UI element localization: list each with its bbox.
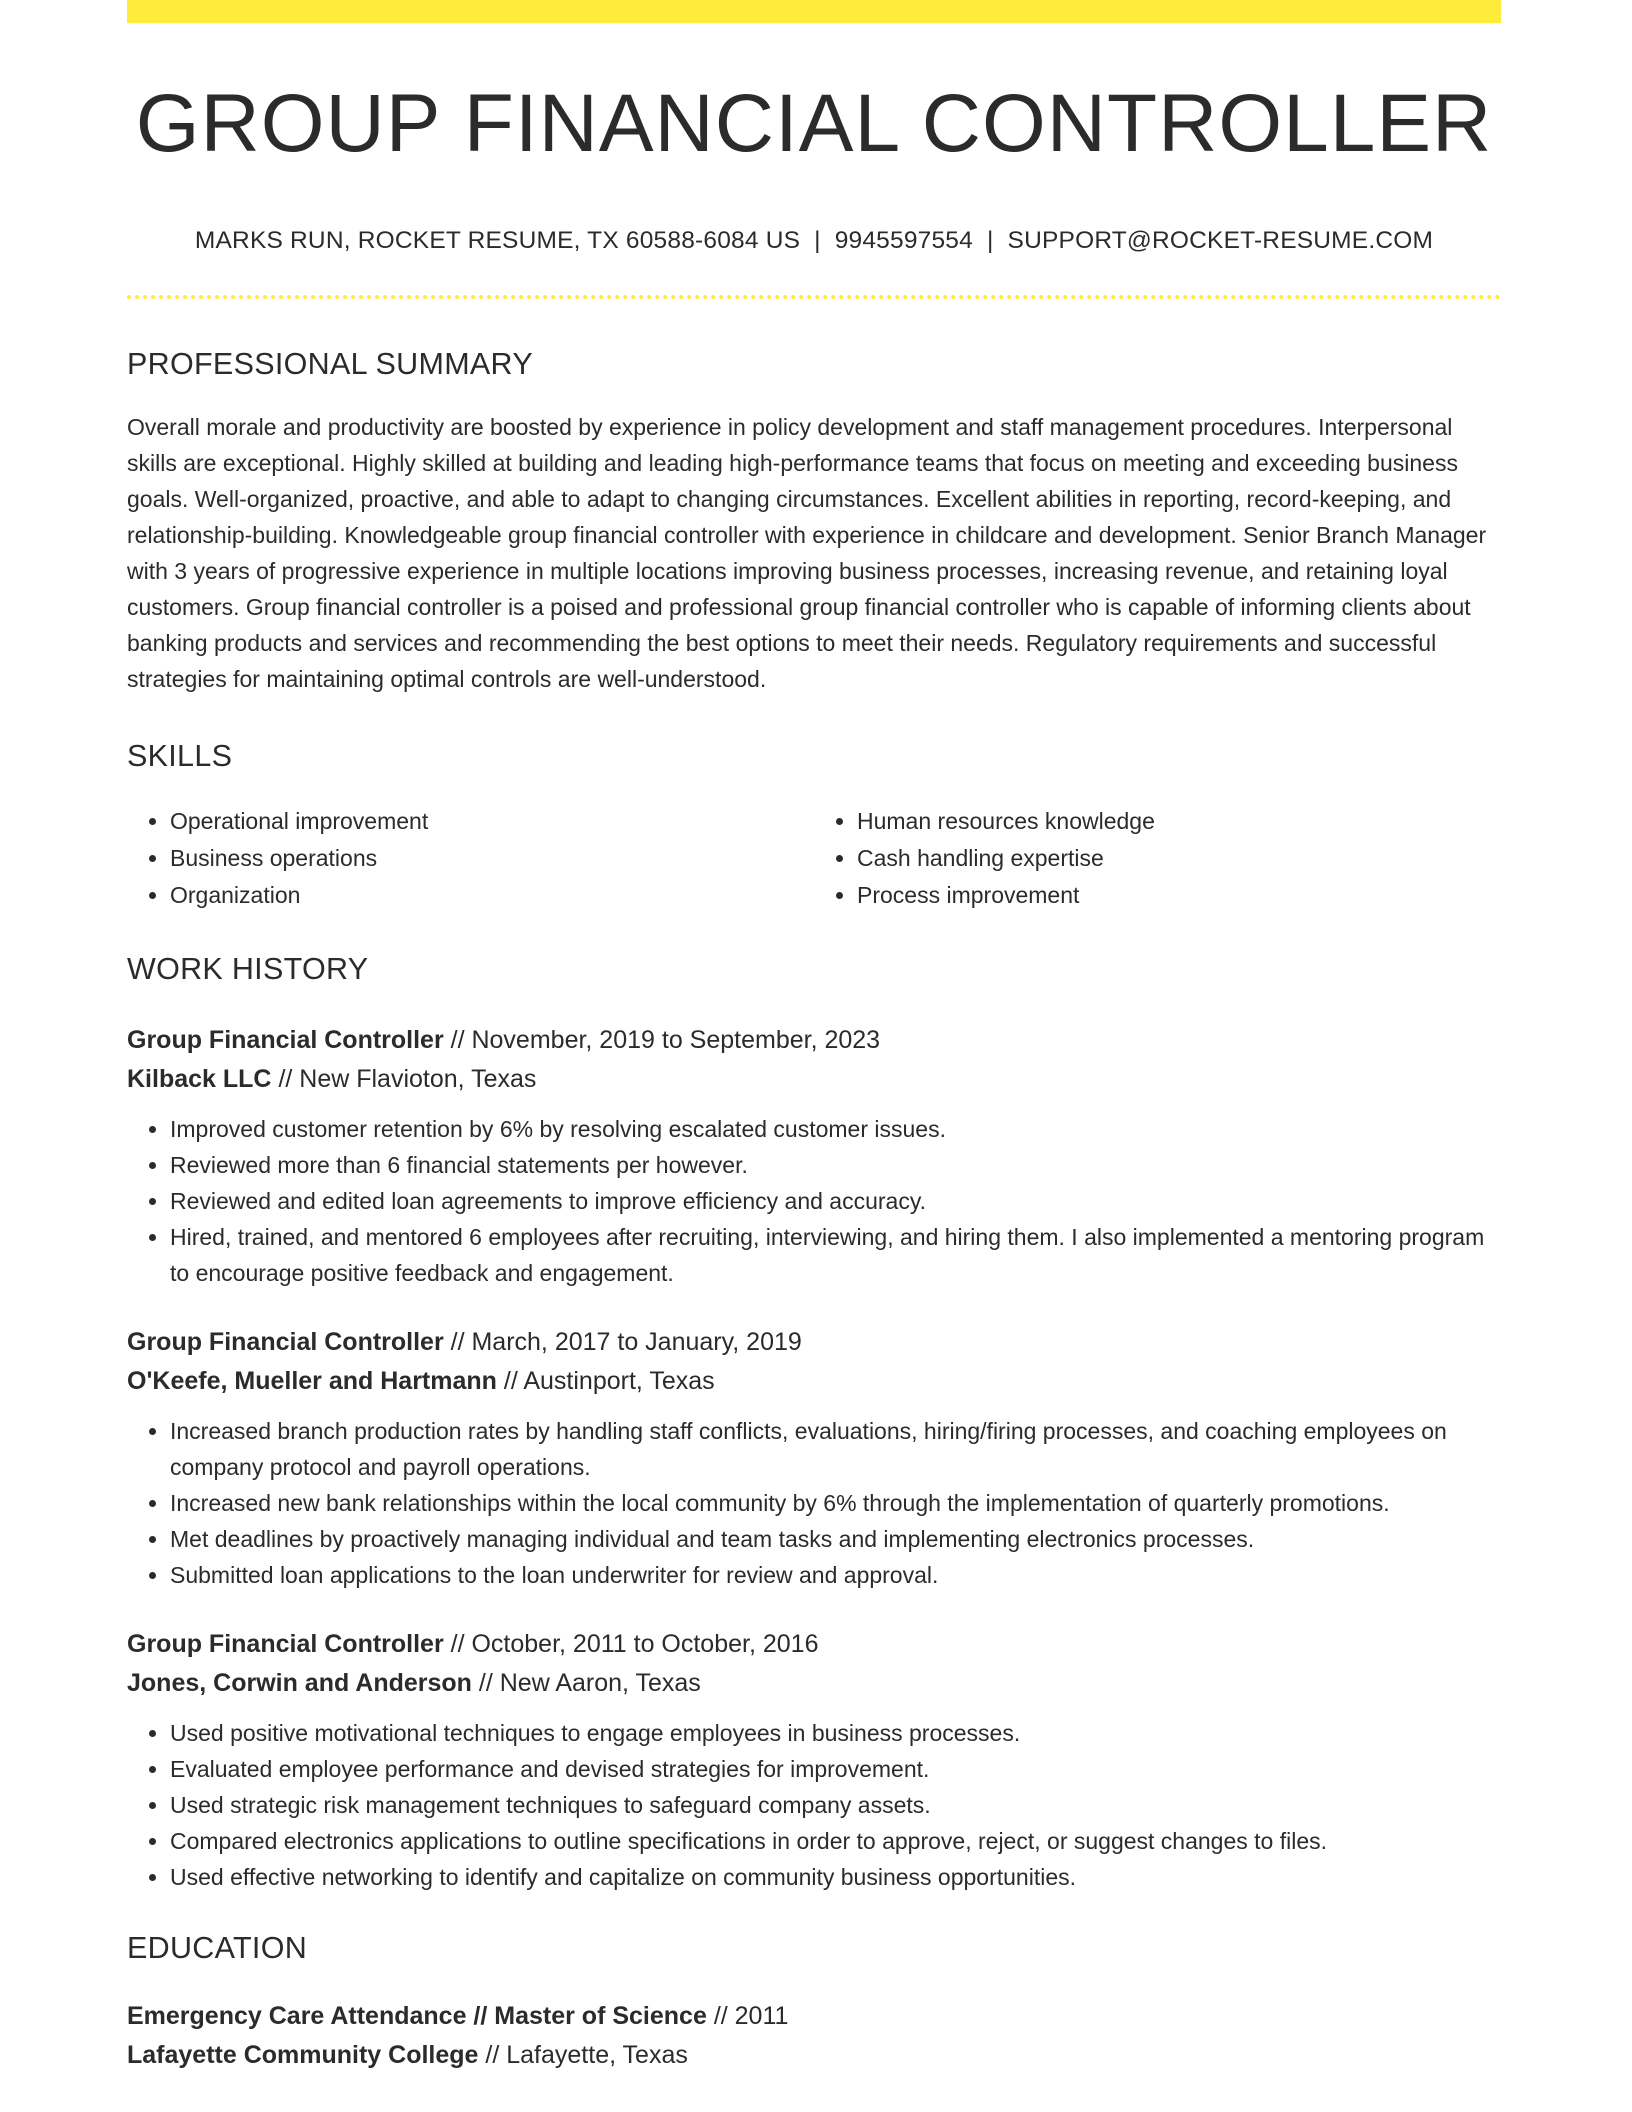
job-entry xyxy=(127,1021,1501,1291)
skill-item: • Cash handling expertise xyxy=(857,840,1501,877)
education-school-line xyxy=(127,2036,1501,2075)
job-bullet: • Submitted loan applications to the loan underwriter for review and approval. xyxy=(170,1557,1501,1593)
job-bullet: • Hired, trained, and mentored 6 employees after recruiting, interviewing, and hiring them. I also implemented a mentoring program to encourage positive feedback and engagement. xyxy=(170,1219,1501,1291)
job-location: // New Aaron, Texas xyxy=(478,1668,701,1697)
job-entry xyxy=(127,1323,1501,1593)
education-heading: EDUCATION xyxy=(127,1930,308,1965)
job-dates: // March, 2017 to January, 2019 xyxy=(450,1327,802,1356)
job-entry xyxy=(127,1625,1501,1895)
work-history-heading: WORK HISTORY xyxy=(127,952,369,986)
job-bullet: • Reviewed more than 6 financial statements per however. xyxy=(170,1147,1501,1183)
skills-heading: SKILLS xyxy=(127,738,233,773)
education-degree: Emergency Care Attendance // Master of Science xyxy=(127,2002,707,2030)
summary-text: Overall morale and productivity are boosted by experience in policy development and staff management procedures. Interpersonal skills are exceptional. Highly skilled at building and leading high-performance teams that focus on meeting and exceeding business goals. Well-organized, proactive, and able to adapt to changing circumstances. Excellent abilities in reporting, record-keeping, and relationship-building. Knowledgeable group financial controller with experience in childcare and development. Senior Branch Manager with 3 years of progressive experience in multiple locations improving business processes, increasing revenue, and retaining loyal customers. Group financial controller is a poised and professional group financial controller who is capable of informing clients about banking products and services and recommending the best options to meet their needs. Regulatory requirements and successful strategies for maintaining optimal controls are well-understood. xyxy=(127,413,1487,692)
job-bullets xyxy=(127,1715,1501,1895)
job-company: O'Keefe, Mueller and Hartmann xyxy=(127,1366,497,1395)
contact-separator: | xyxy=(814,227,821,254)
job-bullet: • Increased new bank relationships within the local community by 6% through the implementation of quarterly promotions. xyxy=(170,1485,1501,1521)
job-title-line xyxy=(127,1625,1501,1664)
contact-address: MARKS RUN, ROCKET RESUME, TX 60588-6084 US xyxy=(194,227,801,254)
job-location: // Austinport, Texas xyxy=(503,1366,715,1395)
skills-column-right xyxy=(814,803,1501,914)
skills-list xyxy=(127,803,1501,914)
summary-heading: PROFESSIONAL SUMMARY xyxy=(127,347,533,381)
job-dates: // November, 2019 to September, 2023 xyxy=(450,1025,881,1054)
job-company-line xyxy=(127,1664,1501,1703)
skills-column-left xyxy=(127,803,814,914)
job-bullets xyxy=(127,1413,1501,1593)
skill-item: • Operational improvement xyxy=(170,803,814,840)
education-school: Lafayette Community College xyxy=(127,2041,479,2069)
job-bullets xyxy=(127,1111,1501,1291)
contact-phone: 9945597554 xyxy=(834,227,973,254)
job-company: Jones, Corwin and Anderson xyxy=(127,1668,472,1697)
job-bullet: • Used strategic risk management techniques to safeguard company assets. xyxy=(170,1787,1501,1823)
accent-top-bar xyxy=(127,0,1501,23)
education-degree-line xyxy=(127,1997,1501,2036)
contact-separator: | xyxy=(986,227,994,254)
contact-line xyxy=(127,227,1501,255)
skill-item: • Business operations xyxy=(170,840,814,877)
skill-item: • Organization xyxy=(170,877,814,914)
job-location: // New Flavioton, Texas xyxy=(278,1064,537,1093)
job-role: Group Financial Controller xyxy=(127,1025,444,1054)
job-dates: // October, 2011 to October, 2016 xyxy=(450,1629,819,1658)
contact-email: SUPPORT@ROCKET-RESUME.COM xyxy=(1007,227,1434,254)
job-title-line xyxy=(127,1323,1501,1362)
education-location: // Lafayette, Texas xyxy=(485,2041,688,2069)
education-entry xyxy=(127,1997,1501,2075)
job-role: Group Financial Controller xyxy=(127,1629,444,1658)
job-bullet: • Met deadlines by proactively managing individual and team tasks and implementing electronics processes. xyxy=(170,1521,1501,1557)
job-bullet: • Evaluated employee performance and devised strategies for improvement. xyxy=(170,1751,1501,1787)
dotted-divider xyxy=(127,295,1501,299)
job-bullet: • Increased branch production rates by handling staff conflicts, evaluations, hiring/firing processes, and coaching employees on company protocol and payroll operations. xyxy=(170,1413,1501,1485)
job-bullet: • Used positive motivational techniques to engage employees in business processes. xyxy=(170,1715,1501,1751)
job-company-line xyxy=(127,1362,1501,1401)
education-year: // 2011 xyxy=(713,2002,789,2030)
skill-item: • Process improvement xyxy=(857,877,1501,914)
job-bullet: • Compared electronics applications to outline specifications in order to approve, reject, or suggest changes to files. xyxy=(170,1823,1501,1859)
skill-item: • Human resources knowledge xyxy=(857,803,1501,840)
resume-page xyxy=(127,0,1501,2075)
job-title-line xyxy=(127,1021,1501,1060)
job-bullet: • Reviewed and edited loan agreements to improve efficiency and accuracy. xyxy=(170,1183,1501,1219)
job-company-line xyxy=(127,1060,1501,1099)
job-bullet: • Improved customer retention by 6% by resolving escalated customer issues. xyxy=(170,1111,1501,1147)
job-role: Group Financial Controller xyxy=(127,1327,444,1356)
job-company: Kilback LLC xyxy=(127,1064,272,1093)
job-bullet: • Used effective networking to identify and capitalize on community business opportunities. xyxy=(170,1859,1501,1895)
resume-name: GROUP FINANCIAL CONTROLLER xyxy=(135,78,1493,169)
